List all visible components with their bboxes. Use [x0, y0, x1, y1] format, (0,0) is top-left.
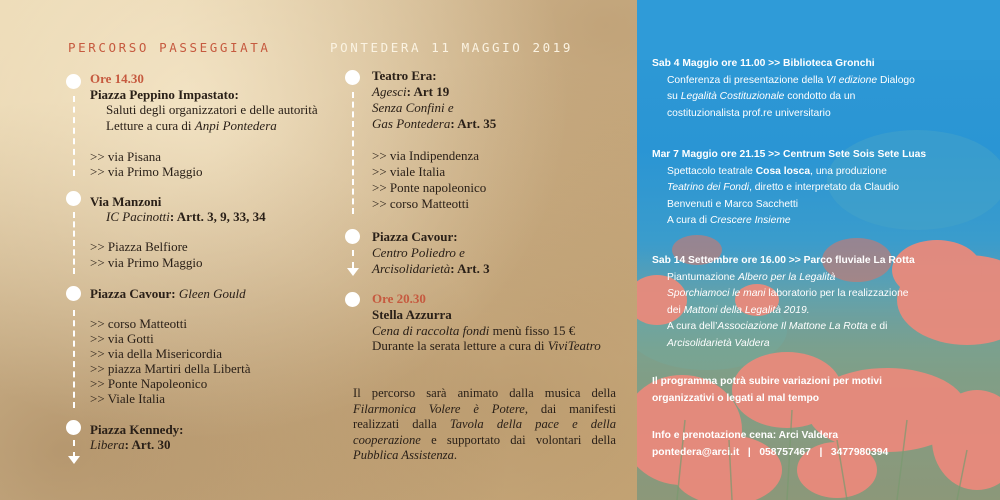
org-name: Tavola della pace e della cooperazione — [353, 417, 616, 447]
timeline-dash — [73, 96, 75, 176]
event-header: Sab 14 Settembre ore 16.00 >> Parco fluviale La Rotta — [652, 255, 915, 266]
arrow-down-icon — [347, 268, 359, 276]
stop-title: Stella Azzurra — [372, 307, 452, 322]
event-line: Piantumazione Albero per la Legalità — [667, 271, 836, 283]
stop-marker-icon — [345, 70, 360, 85]
route-step: >> via Gotti — [90, 331, 154, 346]
detail-org: Libera — [90, 437, 125, 452]
contact-header: Info e prenotazione cena: Arci Valdera — [652, 430, 839, 441]
stop-title: Piazza Cavour: Gleen Gould — [90, 286, 246, 301]
detail-org: Anpi Pontedera — [194, 118, 277, 133]
stop-marker-icon — [66, 191, 81, 206]
event-line: Sporchiamoci le mani laboratorio per la realizzazione — [667, 288, 909, 299]
route-header — [68, 40, 574, 55]
stop-detail: Centro Poliedro e — [372, 245, 465, 260]
route-step: >> corso Matteotti — [372, 196, 469, 211]
event-line: A cura di Crescere Insieme — [667, 215, 791, 226]
band-name: Filarmonica Volere è Potere — [353, 401, 525, 416]
edition-label: VI edizione — [826, 74, 878, 86]
stop-subtitle: Gleen Gould — [178, 286, 246, 301]
stop-detail — [90, 437, 171, 453]
note-line: Il programma potrà subire variazioni per motivi — [652, 376, 883, 387]
route-step: >> via della Misericordia — [90, 346, 222, 361]
detail-org: Arcisolidarietà — [372, 261, 451, 276]
stop-marker-icon — [345, 292, 360, 307]
project-name: Albero per la Legalità — [737, 271, 836, 283]
route-step: >> Ponte napoleonico — [372, 180, 487, 195]
timeline-dash — [73, 212, 75, 274]
stop-marker-icon — [66, 74, 81, 89]
org-name: Crescere Insieme — [709, 215, 791, 226]
project-name: Sporchiamoci le mani — [667, 288, 766, 299]
header-date: PONTEDERA 11 MAGGIO 2019 — [330, 40, 574, 55]
stop-marker-icon — [66, 420, 81, 435]
detail-articles: : Art. 3 — [450, 261, 490, 276]
org-name: Pubblica Assistenza — [353, 448, 454, 462]
event-line: costituzionalista prof.re universitario — [667, 107, 831, 119]
event-3 — [652, 253, 915, 352]
detail-org: Gas Pontedera — [372, 116, 451, 131]
stop-detail: Saluti degli organizzatori e delle autorità — [106, 102, 318, 117]
org-name: Teatrino dei Fondi — [667, 182, 750, 193]
route-step: >> via Pisana — [90, 149, 161, 164]
route-step: >> piazza Martiri della Libertà — [90, 361, 251, 376]
note-line: organizzativi o legati al mal tempo — [652, 392, 820, 404]
show-title: Cosa losca — [755, 165, 811, 177]
stop-detail — [372, 323, 575, 339]
stop-title: Piazza Peppino Impastato: — [90, 87, 239, 102]
contact-line: pontedera@arci.it | 058757467 | 3477980394 — [652, 446, 889, 458]
event-line: Conferenza di presentazione della VI edizione Dialogo — [667, 74, 915, 86]
stop-marker-icon — [345, 229, 360, 244]
detail-articles: : Artt. 3, 9, 33, 34 — [169, 209, 266, 224]
org-name: Associazione Il Mattone La Rotta — [717, 321, 868, 332]
stop-title: Piazza Cavour: — [372, 229, 458, 244]
stop-marker-icon — [66, 286, 81, 301]
stop-detail: Senza Confini e — [372, 100, 454, 115]
event-line: Benvenuti e Marco Sacchetti — [667, 198, 799, 210]
detail-org: Agesci — [372, 84, 407, 99]
event-line: A cura dell’Associazione Il Mattone La Rotta e di — [667, 321, 888, 332]
route-step: >> via Indipendenza — [372, 148, 480, 163]
evening-time: Ore 20.30 — [372, 291, 426, 306]
stop-detail — [372, 116, 496, 132]
route-step: >> corso Matteotti — [90, 316, 187, 331]
event-line: Spettacolo teatrale Cosa losca, una produzione — [667, 165, 887, 177]
contact-info — [652, 428, 888, 461]
route-step: >> Ponte Napoleonico — [90, 376, 208, 391]
detail-price: menù fisso 15 € — [489, 323, 576, 338]
arrow-down-icon — [68, 456, 80, 464]
detail-articles: : Art. 35 — [450, 116, 497, 131]
stop-detail — [106, 209, 266, 225]
event-1 — [652, 56, 915, 122]
detail-articles: : Art. 30 — [124, 437, 171, 452]
stop-detail — [372, 338, 601, 354]
stop-detail — [372, 84, 449, 100]
detail-org: IC Pacinotti — [106, 209, 170, 224]
theme-label: Legalità Costituzionale — [680, 91, 785, 102]
route-step: >> Viale Italia — [90, 391, 166, 406]
event-line: Teatrino dei Fondi, diretto e interpretato da Claudio — [667, 182, 900, 193]
stop-title: Piazza Kennedy: — [90, 422, 184, 437]
event-line: Arcisolidarietà Valdera — [667, 337, 770, 349]
program-note — [652, 374, 882, 407]
event-2 — [652, 147, 926, 230]
detail-articles: : Art 19 — [406, 84, 450, 99]
timeline-dash — [352, 92, 354, 214]
stop-title-text: Piazza Cavour — [90, 286, 172, 301]
detail-event: Cena di raccolta fondi — [372, 323, 490, 338]
start-time: Ore 14.30 — [90, 71, 144, 86]
stop-title: Via Manzoni — [90, 194, 162, 209]
detail-text: Letture a cura di — [106, 118, 195, 133]
route-step: >> via Primo Maggio — [90, 255, 203, 270]
stop-detail — [372, 261, 490, 277]
route-step: >> via Primo Maggio — [90, 164, 203, 179]
event-line: dei Mattoni della Legalità 2019. — [667, 304, 810, 316]
timeline-dash — [352, 250, 354, 268]
project-name: Mattoni della Legalità 2019. — [683, 304, 810, 316]
timeline-dash — [73, 310, 75, 408]
stop-detail — [106, 118, 277, 134]
route-description: Il percorso sarà animato dalla musica della Filarmonica Volere è Potere, dai manifesti realizzati dalla Tavola della pace e della cooperazione e supportato dai volontari della Pubblica Assistenza. — [353, 386, 616, 462]
header-route-title: PERCORSO PASSEGGIATA — [68, 40, 271, 55]
stop-title: Teatro Era: — [372, 68, 437, 83]
route-step: >> viale Italia — [372, 164, 446, 179]
events-panel — [637, 0, 1000, 500]
detail-text: Durante la serata letture a cura di — [372, 338, 548, 353]
event-line: su Legalità Costituzionale condotto da un — [667, 91, 856, 102]
event-header: Sab 4 Maggio ore 11.00 >> Biblioteca Gronchi — [652, 58, 875, 69]
detail-org: ViviTeatro — [547, 338, 601, 353]
event-header: Mar 7 Maggio ore 21.15 >> Centrum Sete Sois Sete Luas — [652, 149, 927, 160]
route-step: >> Piazza Belfiore — [90, 239, 188, 254]
